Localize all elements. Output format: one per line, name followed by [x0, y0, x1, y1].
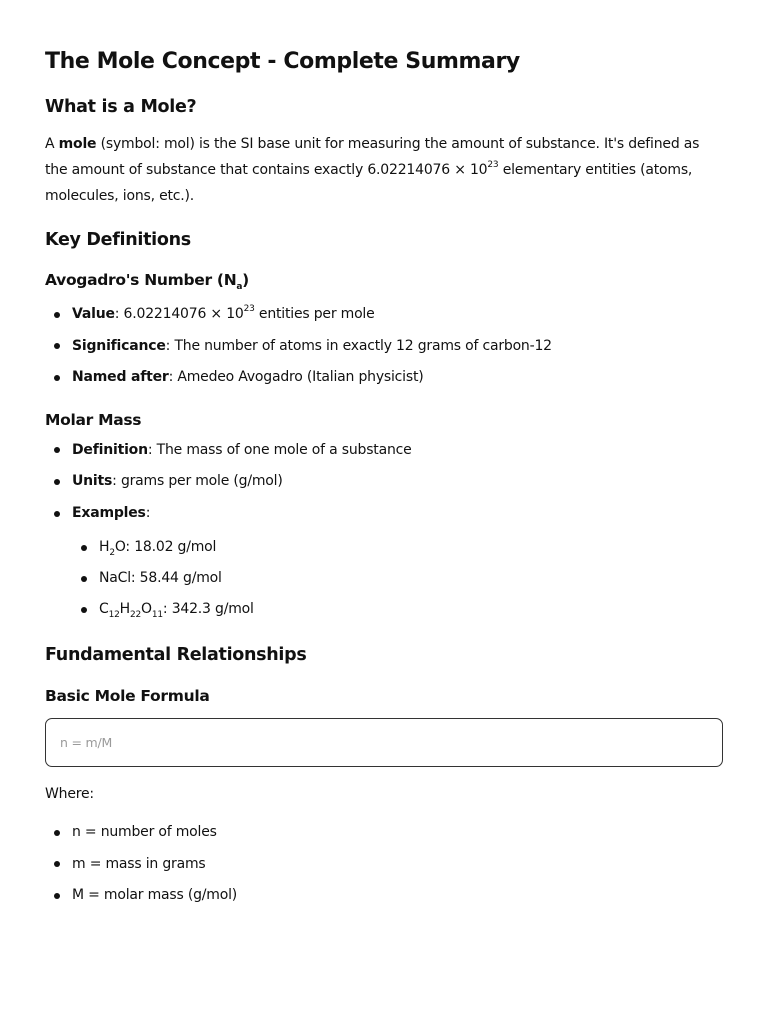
avogadro-heading-text: Avogadro's Number (N [45, 271, 237, 289]
avogadro-heading-subscript: a [236, 282, 243, 293]
subheading-basic-mole-formula: Basic Mole Formula [45, 687, 210, 705]
avogadro-list [45, 299, 723, 394]
formula-subscript: 12 [108, 609, 120, 620]
formula-part: O [141, 601, 152, 617]
section-heading-key-definitions: Key Definitions [45, 230, 191, 250]
list-item: M = molar mass (g/mol) [45, 880, 723, 912]
mole-definition-paragraph [45, 131, 723, 209]
page-title: The Mole Concept - Complete Summary [45, 49, 520, 74]
mole-def-exponent: 23 [487, 160, 499, 171]
list-item [45, 498, 723, 626]
item-text: : The mass of one mole of a substance [147, 441, 412, 458]
item-text: : Amedeo Avogadro (Italian physicist) [168, 369, 424, 385]
item-label: Named after [72, 369, 169, 385]
mole-def-bold: mole [58, 136, 97, 152]
formula-subscript: 2 [109, 547, 115, 558]
avogadro-heading-close: ) [242, 271, 249, 289]
list-item [45, 299, 723, 331]
list-item [45, 466, 723, 498]
formula-text: n = m/M [60, 735, 113, 750]
formula-code-block[interactable] [45, 718, 723, 767]
subheading-avogadro-number [45, 269, 723, 291]
item-text-suffix: entities per mole [254, 306, 375, 322]
list-item: m = mass in grams [45, 849, 723, 881]
item-label: Value [72, 306, 115, 322]
formula-part: : 342.3 g/mol [162, 601, 254, 617]
mole-def-suffix: elementary entities (atoms, molecules, ions, etc.). [45, 162, 693, 204]
variables-list [45, 817, 723, 912]
list-item [45, 435, 723, 467]
formula-part: C [99, 601, 109, 617]
section-heading-what-is-mole: What is a Mole? [45, 97, 197, 117]
mole-def-mid: (symbol: mol) is the SI base unit for measuring the amount of substance. It's defined as the amount of substance that contains exactly 6.02214076 × 10 [45, 136, 700, 178]
formula-subscript: 11 [151, 609, 163, 620]
examples-list [72, 529, 723, 625]
list-item [45, 362, 723, 394]
formula-part: H [99, 539, 110, 555]
example-item-nacl [72, 563, 723, 594]
formula-part: NaCl: 58.44 g/mol [99, 570, 222, 586]
example-item-water [72, 532, 723, 563]
formula-subscript: 22 [129, 609, 142, 620]
item-text: : grams per mole (g/mol) [112, 473, 283, 489]
list-item [45, 331, 723, 363]
molar-mass-list [45, 435, 723, 626]
mole-def-prefix: A [45, 136, 59, 152]
item-exponent: 23 [243, 304, 255, 315]
section-heading-fundamental-relationships: Fundamental Relationships [45, 645, 307, 665]
item-text: : 6.02214076 × 10 [114, 306, 244, 322]
item-label: Significance [72, 337, 166, 354]
list-item: n = number of moles [45, 817, 723, 849]
example-item-sucrose [72, 594, 723, 625]
item-label: Definition [72, 441, 148, 458]
item-text: : [145, 504, 151, 521]
examples-label-line [72, 498, 723, 530]
item-label: Examples [72, 504, 146, 521]
subheading-molar-mass: Molar Mass [45, 410, 142, 429]
formula-part: O: 18.02 g/mol [114, 539, 217, 555]
item-text: : The number of atoms in exactly 12 grams of carbon-12 [165, 337, 552, 354]
formula-part: H [119, 601, 130, 617]
where-label: Where: [45, 786, 94, 802]
item-label: Units [72, 473, 113, 489]
